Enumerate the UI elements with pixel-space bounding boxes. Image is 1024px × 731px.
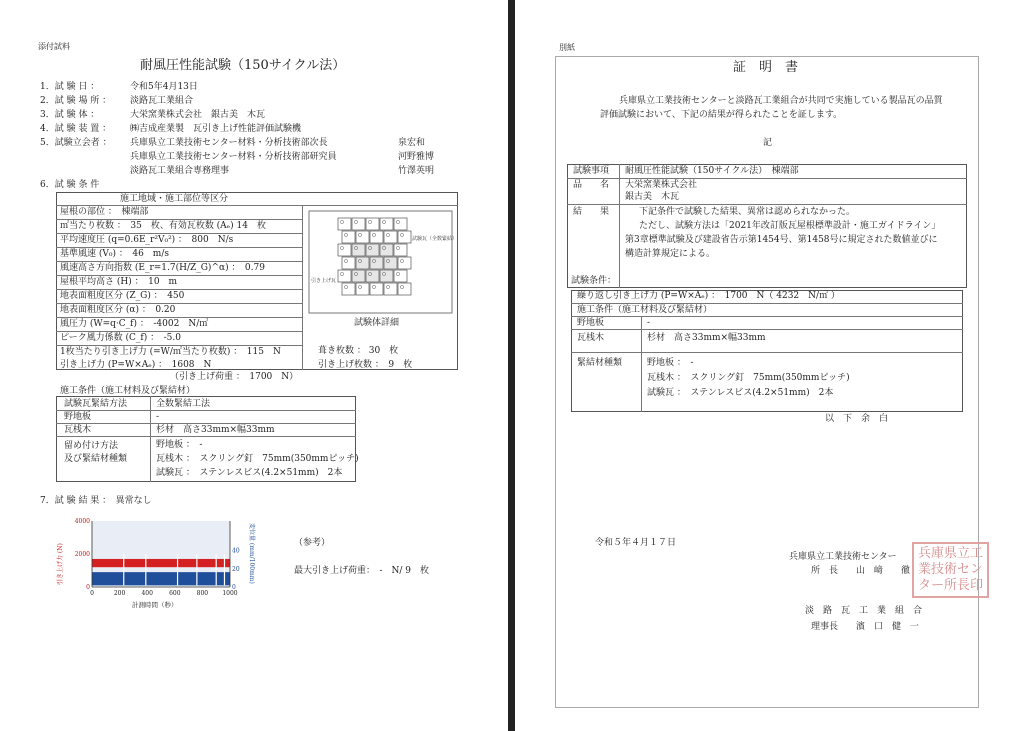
fastener-hole: [368, 220, 371, 223]
method-value: 全数緊結工法: [156, 399, 211, 409]
result-value: 構造計算規定による。: [625, 249, 716, 259]
condition-row: 地表面粗度区分 (α) ： 0.20: [60, 305, 176, 315]
specimen-caption: 試験体詳細: [354, 318, 400, 328]
witness-name: 河野雅博: [398, 152, 435, 162]
witness-org: 兵庫県立工業技術センター材料・分析技術部次長: [130, 138, 328, 148]
fastener-hole: [358, 285, 361, 288]
result-label: 7．試 験 結 果 ： 異常なし: [40, 496, 152, 506]
condition-row: 屋根の部位 ： 棟端部: [60, 207, 149, 217]
series-band-0: [92, 559, 230, 567]
roof-count: 葺き枚数 ： 30 枚: [318, 346, 399, 356]
pull-count: 引き上げ枚数 ： 9 枚: [318, 360, 413, 370]
specimen-diagram: [308, 210, 458, 314]
witness-name: 泉宏和: [398, 138, 426, 148]
tile: [356, 231, 369, 243]
y-axis-label-right: 変位量 (mm/100mm): [248, 523, 255, 584]
condition-row: 基準風速 (V₀) ： 46 m/s: [60, 249, 169, 259]
union-signature: 理事長 濱 口 健 一: [811, 622, 920, 632]
condition-row: 平均速度圧 (q=0.6E_r²V₀²) ： 800 N/s: [60, 235, 234, 245]
condition-key: 瓦桟木: [577, 333, 605, 343]
y-left-tick-label: 2000: [74, 551, 90, 558]
tile: [380, 218, 393, 230]
reference-label: （参考）: [294, 538, 331, 548]
tile: [370, 231, 383, 243]
tile: [398, 257, 411, 269]
series-band-1: [92, 572, 230, 585]
fastener-hole: [386, 285, 389, 288]
method-heading: 施工条件（施工材料及び緊結材）: [60, 386, 196, 396]
tile: [366, 244, 379, 256]
condition-row: 風圧力 (W=q·C_f) ： -4002 N/㎡: [60, 319, 209, 329]
fastener-hole: [340, 220, 343, 223]
annex-label: 別紙: [559, 43, 575, 52]
fastener-hole: [396, 246, 399, 249]
fastener-hole: [386, 233, 389, 236]
tile: [380, 244, 393, 256]
fastener-key: 留め付け方法: [64, 441, 119, 451]
certificate-page: [515, 0, 1024, 731]
conditions-heading: 6．試 験 条 件: [40, 180, 100, 190]
result-key: 結 果: [573, 207, 610, 217]
method-value: 杉材 高さ33mm×幅33mm: [156, 425, 275, 435]
union-org: 淡 路 瓦 工 業 組 合: [805, 606, 923, 616]
certificate-date: 令和５年４月１７日: [595, 538, 677, 548]
x-tick-label: 200: [113, 590, 126, 597]
diagram-label-right: 試験瓦（全数緊結）: [412, 236, 458, 242]
tile: [394, 270, 407, 282]
certificate-title: 証 明 書: [733, 60, 799, 75]
condition-value: 杉材 高さ33mm×幅33mm: [647, 333, 766, 343]
condition-row: ピーク風力係数 (C_f) ： -5.0: [60, 333, 181, 343]
fastener-hole: [358, 233, 361, 236]
item-value: 大栄窯業株式会社 銀古美 木瓦: [130, 110, 266, 120]
tile: [342, 231, 355, 243]
tile: [398, 231, 411, 243]
result-value: 耐風圧性能試験（150サイクル法） 棟端部: [625, 166, 799, 176]
item-label: 4．試 験 装 置 ：: [40, 124, 112, 134]
ki-label: 記: [763, 138, 773, 148]
condition-key: 野地板: [577, 318, 605, 328]
tile: [342, 283, 355, 295]
conditions-table-header: 施工地域・施工部位等区分: [120, 194, 229, 204]
diagram-label-left: 引き上げ瓦: [311, 278, 337, 284]
condition-row: 風速高さ方向指数 (E_r=1.7(H/Z_G)^α) ： 0.79: [60, 263, 265, 273]
fastener-hole: [396, 220, 399, 223]
fastener-hole: [400, 259, 403, 262]
test-report-page: [0, 0, 508, 731]
tile: [338, 270, 351, 282]
x-tick-label: 1000: [222, 590, 238, 597]
fastener-hole: [372, 285, 375, 288]
fastener-value: 野地板 ： -: [647, 358, 694, 368]
fastener-hole: [400, 233, 403, 236]
seal-line: ター所長印: [918, 578, 984, 593]
tile: [394, 244, 407, 256]
x-tick-label: 0: [90, 590, 94, 597]
pull-load: （引き上げ荷重 ： 1700 N）: [170, 372, 299, 382]
y-right-tick-label: 40: [232, 547, 240, 555]
pull-force-chart: [54, 515, 254, 609]
item-value: ㈱吉成産業製 瓦引き上げ性能評価試験機: [130, 124, 302, 134]
x-tick-label: 800: [196, 590, 209, 597]
fastener-hole: [400, 285, 403, 288]
page-divider: [508, 0, 515, 731]
tile: [366, 218, 379, 230]
fastener-value: 試験瓦 ： ステンレスビス(4.2×51mm) 2本: [156, 468, 343, 478]
result-value: 大栄窯業株式会社: [625, 180, 698, 190]
pull-force-per-tile: 1枚当たり引き上げ力 (=W/㎡当たり枚数) ： 115 N: [60, 347, 281, 357]
tile: [352, 218, 365, 230]
fastener-hole: [344, 233, 347, 236]
attached-label: 添付試料: [38, 42, 70, 51]
fastener-value: 野地板 ： -: [156, 440, 203, 450]
seal-line: 兵庫県立工: [918, 546, 984, 561]
tile: [366, 270, 379, 282]
condition-row: 屋根平均高さ (H) ： 10 m: [60, 277, 178, 287]
condition-row: 地表面粗度区分 (Z_G) ： 450: [60, 291, 185, 301]
report-title: 耐風圧性能試験（150サイクル法）: [140, 58, 346, 73]
witness-name: 竹澤英明: [398, 166, 435, 176]
pull-force: 引き上げ力 (P=W×Aₑ) ： 1608 N: [60, 360, 212, 370]
issuer-org: 兵庫県立工業技術センター: [789, 552, 897, 562]
cyclic-pull-force: 繰り返し引き上げ力 (P=W×Aₑ) ： 1700 N（ 4232 N/㎡ ）: [577, 291, 840, 301]
method-key: 試験瓦緊結方法: [64, 399, 128, 409]
item-value: 令和5年4月13日: [130, 82, 198, 92]
y-left-tick-label: 0: [86, 584, 90, 591]
fastener-hole: [344, 259, 347, 262]
result-key: 品 名: [573, 180, 610, 190]
tile: [352, 270, 365, 282]
item-value: 淡路瓦工業組合: [130, 96, 194, 106]
x-axis-label: 計測時間（秒）: [132, 601, 178, 609]
tile: [352, 244, 365, 256]
witness-org: 兵庫県立工業技術センター材料・分析技術部研究員: [130, 152, 337, 162]
fastener-value: 試験瓦 ： ステンレスビス(4.2×51mm) 2本: [647, 388, 834, 398]
witness-label: 5．試験立会者 ：: [40, 138, 112, 148]
conditions-label: 試験条件：: [571, 276, 617, 286]
fastener-hole: [372, 233, 375, 236]
fastener-hole: [382, 220, 385, 223]
tile: [398, 283, 411, 295]
fastener-hole: [340, 272, 343, 275]
fastener-hole: [396, 272, 399, 275]
tile: [356, 257, 369, 269]
x-tick-label: 400: [141, 590, 153, 597]
method-value: -: [156, 412, 160, 422]
conditions-heading: 施工条件（施工材料及び緊結材）: [577, 305, 713, 315]
result-value: 下記条件で試験した結果、異常は認められなかった。: [639, 207, 856, 217]
result-value: 銀古美 木瓦: [625, 192, 680, 202]
item-label: 1．試 験 日 ：: [40, 82, 100, 92]
fastener-key: 及び緊結材種類: [64, 454, 128, 464]
condition-value: -: [647, 318, 651, 328]
issuer-signature: 所 長 山 﨑 徹: [811, 566, 911, 576]
tile: [384, 231, 397, 243]
fastener-value: 瓦桟木 ： スクリング釘 75mm(350mmピッチ): [156, 454, 359, 464]
result-value: ただし、試験方法は「2021年改訂版瓦屋根標準設計・施工ガイドライン」: [639, 221, 941, 231]
fastener-hole: [340, 246, 343, 249]
y-right-tick-label: 0: [232, 584, 236, 591]
tile: [370, 283, 383, 295]
fastener-hole: [354, 220, 357, 223]
item-label: 2．試 験 場 所 ：: [40, 96, 112, 106]
y-axis-label-left: 引き上げ力 (N): [57, 543, 64, 585]
x-tick-label: 600: [169, 590, 181, 597]
tile: [380, 270, 393, 282]
tile: [394, 218, 407, 230]
body-line: 兵庫県立工業技術センターと淡路瓦工業組合が共同で実施している製品瓦の品質: [619, 96, 943, 106]
method-key: 野地板: [64, 412, 92, 422]
method-key: 瓦桟木: [64, 425, 92, 435]
max-load: 最大引き上げ荷重： - N/ 9 枚: [294, 566, 430, 576]
result-key: 試験事項: [573, 166, 610, 176]
condition-row: ㎡当たり枚数 ： 35 枚、有効瓦枚数 (Aₑ) 14 枚: [60, 221, 266, 231]
body-line: 評価試験において、下記の結果が得られたことを証します。: [600, 110, 843, 120]
witness-org: 淡路瓦工業組合専務理事: [130, 166, 230, 176]
remaining-blank: 以 下 余 白: [825, 414, 889, 424]
tile: [384, 283, 397, 295]
fastener-key: 緊結材種類: [577, 358, 623, 368]
result-value: 第3章標準試験及び建設省告示第1454号、第1458号に規定された数値並びに: [625, 235, 938, 245]
fastener-hole: [344, 285, 347, 288]
tile-grid: [338, 218, 411, 295]
item-label: 3．試 験 体 ：: [40, 110, 100, 120]
tile: [370, 257, 383, 269]
official-seal: [912, 542, 989, 598]
tile: [338, 218, 351, 230]
tile: [356, 283, 369, 295]
y-right-tick-label: 20: [232, 565, 240, 573]
tile: [342, 257, 355, 269]
tile: [384, 257, 397, 269]
y-left-tick-label: 4000: [74, 518, 90, 525]
fastener-value: 瓦桟木 ： スクリング釘 75mm(350mmピッチ): [647, 373, 850, 383]
tile: [338, 244, 351, 256]
seal-line: 業技術セン: [918, 562, 984, 577]
